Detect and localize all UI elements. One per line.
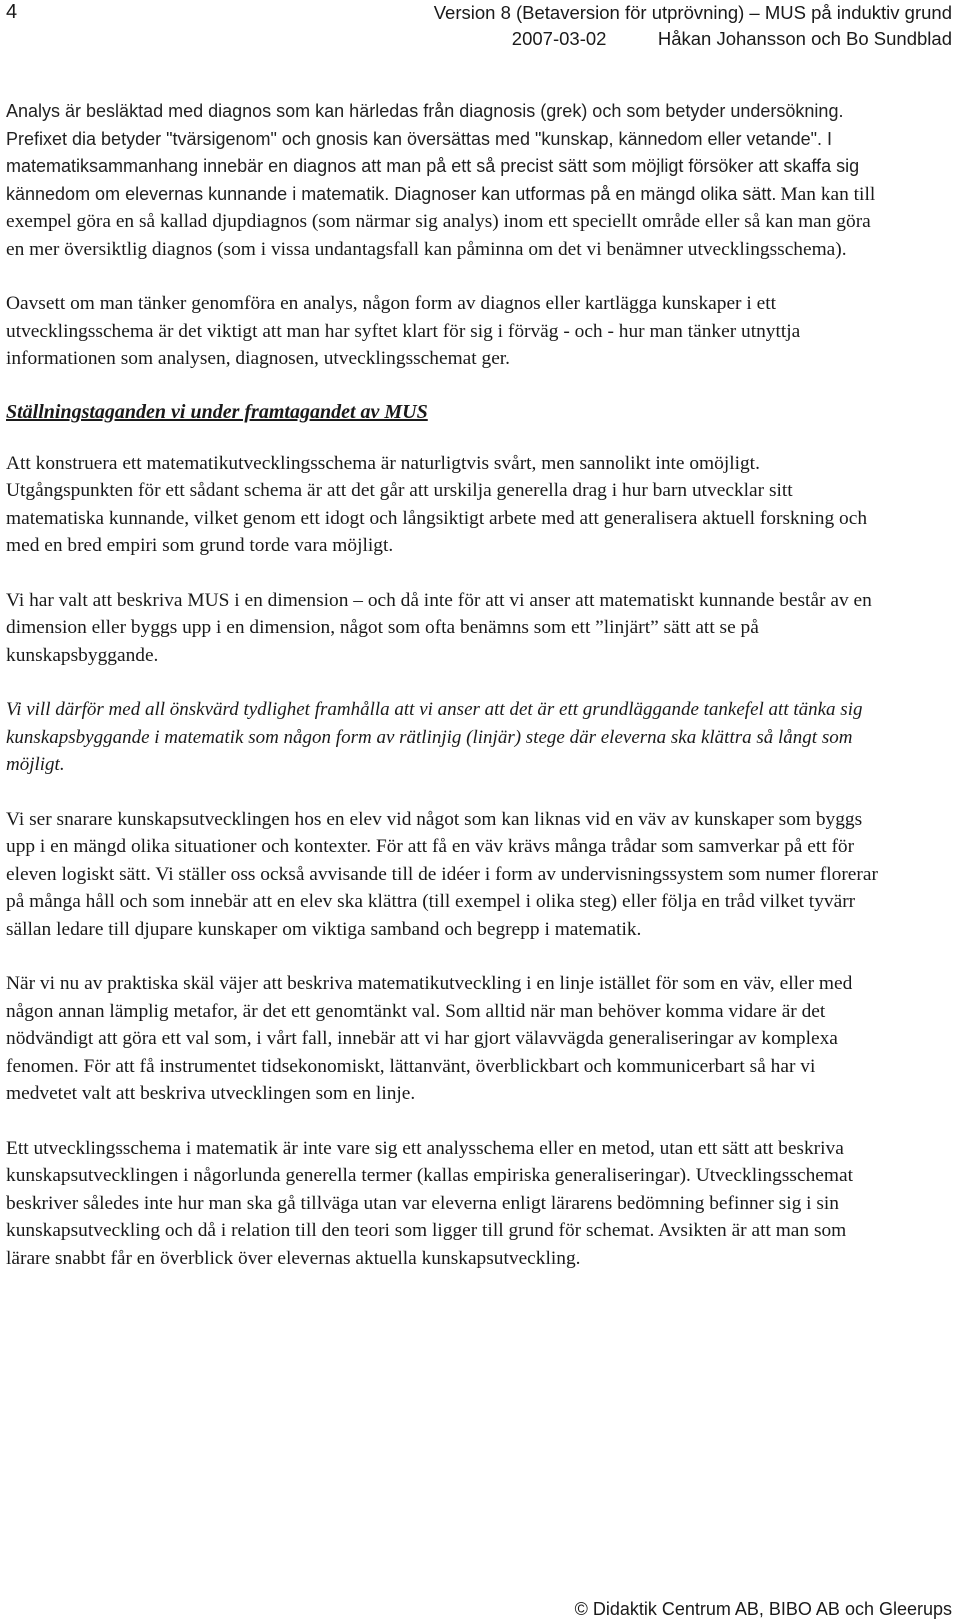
paragraph-en-dimension: Vi har valt att beskriva MUS i en dimension – och då inte för att vi anser att matematiskt kunnande består av en dimension eller byggs upp i en dimension, något som ofta benämns som ett ”linjärt” sätt att se på kunskapsbyggande. xyxy=(6,589,872,666)
paragraph-oavsett: Oavsett om man tänker genomföra en analys, någon form av diagnos eller kartlägga kunskaper i ett utvecklingsschema är det viktigt att man har syftet klart för sig i förväg - och - hur man tänker utnyttja informationen som analysen, diagnosen, utvecklingsschemat ger. xyxy=(6,293,801,369)
paragraph-italic-statement: Vi vill därför med all önskvärd tydlighet framhålla att vi anser att det är ett grundläggande tankefel att tänka sig kunskapsbyggande i matematik som någon form av rätlinjig (linjär) stege där eleverna ska klättra så långt som möjligt. xyxy=(6,699,863,775)
paragraph-analys xyxy=(6,98,888,263)
page-number: 4 xyxy=(6,1,18,23)
paragraph-utvecklingsschema: Ett utvecklingsschema i matematik är inte vare sig ett analysschema eller en metod, utan ett sätt att beskriva kunskapsutvecklingen i någorlunda generella termer (kallas empiriska generaliseringar). Utvecklingsschemat beskriver således inte hur man ska gå tillväga utan var eleverna enligt lärarens bedömning befinner sig i sin kunskapsutveckling och då i relation till den teori som ligger till grund för schemat. Avsikten är att man som lärare snabbt får en överblick över elevernas aktuella kunskapsutveckling. xyxy=(6,1137,853,1269)
paragraph-konstruera: Att konstruera ett matematikutvecklingsschema är naturligtvis svårt, men sannolikt inte omöjligt. Utgångspunkten för ett sådant schema är att det går att urskilja generella drag i hur barn utvecklar sitt matematiska kunnande, vilket genom ett idogt och långsiktigt arbete med att generalisera aktuell forskning och med en bred empiri som grund torde vara möjligt. xyxy=(6,452,868,556)
page-header xyxy=(434,0,952,52)
document-body xyxy=(6,98,888,1272)
paragraph-analys-sans-part: Analys är besläktad med diagnos som kan härledas från diagnosis (grek) och som betyder undersökning. Prefixet dia betyder "tvärsigenom" och gnosis kan översättas med "kunskap, kännedom eller vetande". I matematiksammanhang innebär en diagnos att man på ett så precist sätt som möjligt försöker att skaffa sig kännedom om elevernas kunnande i matematik. Diagnoser kan utformas på en mängd olika sätt. xyxy=(6,101,860,204)
paragraph-analys-serif-part: Man kan till exempel göra en så kallad djupdiagnos (som närmar sig analys) inom ett speciellt område eller så kan man göra en mer översiktlig diagnos (som i vissa undantagsfall kan påminna om det vi benämner utvecklingsschema). xyxy=(6,183,876,260)
header-date-authors-line: 2007-03-02 Håkan Johansson och Bo Sundblad xyxy=(511,28,952,49)
paragraph-linje-val: När vi nu av praktiska skäl väjer att beskriva matematikutveckling i en linje istället för som en väv, eller med någon annan lämplig metafor, är det ett genomtänkt val. Som alltid när man behöver komma vidare är det nödvändigt att göra ett val som, i vårt fall, innebär att vi har gjort välavvägda generaliseringar av komplexa fenomen. För att få instrumentet tidsekonomiskt, lättanvänt, överblickbart och kommunicerbart så har vi medvetet valt att beskriva utvecklingen som en linje. xyxy=(6,973,853,1104)
section-heading: Ställningstaganden vi under framtagandet av MUS xyxy=(6,400,428,423)
page-footer-copyright: © Didaktik Centrum AB, BIBO AB och Gleerups xyxy=(574,1599,952,1619)
paragraph-vav: Vi ser snarare kunskapsutvecklingen hos en elev vid något som kan liknas vid en väv av kunskaper som byggs upp i en mängd olika situationer och kontexter. För att få en väv krävs många trådar som samverkar på ett för eleven logiskt sätt. Vi ställer oss också avvisande till de idéer i form av undervisningssystem som numer florerar på många håll och som innebär att en elev ska klättra (till exempel i olika steg) eller följa en tråd vilket tyvärr sällan ledare till djupare kunskaper om viktiga samband och begrepp i matematik. xyxy=(6,808,878,940)
header-version-line: Version 8 (Betaversion för utprövning) – MUS på induktiv grund xyxy=(433,2,952,23)
